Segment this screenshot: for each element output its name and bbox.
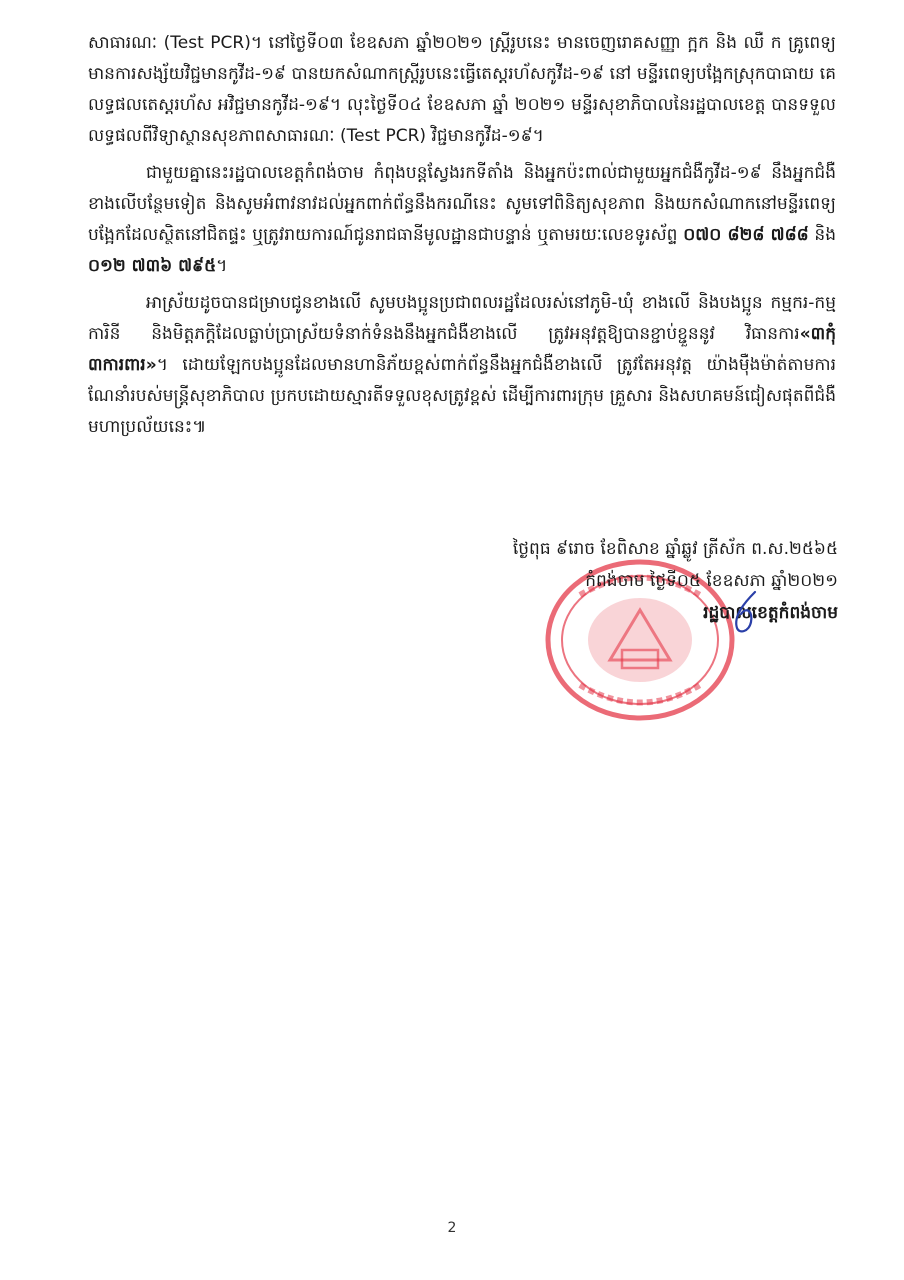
page-number: 2 xyxy=(447,1220,457,1236)
paragraph-text: ជាមួយគ្នានេះរដ្ឋបាលខេត្តកំពង់ចាម កំពុងបន្តស្វែងរកទីតាំង និងអ្នកប៉ះពាល់ជាមួយអ្នកជំងឺកូវីដ-១៩ នឹងអ្នកជំងឺខាងលើបន្ថែមទៀត និងសូមអំពាវនាវដល់អ្នកពាក់ព័ន្ធនឹងករណីនេះ សូមទៅពិនិត្យសុខភាព និងយកសំណាកនៅមន្ទីរពេទ្យបង្អែកដែលស្ថិតនៅជិតផ្ទះ ឬត្រូវរាយការណ៍ជូនរាជធានីមូលដ្ឋានជាបន្ទាន់ ឬតាមរយៈលេខទូរស័ព្ទ xyxy=(88,163,836,245)
paragraph-end: ។ xyxy=(216,256,228,276)
paragraph-contact-tracing xyxy=(88,158,836,282)
paragraph-text: សាធារណៈ (Test PCR)។ នៅថ្ងៃទី០៣ ខែឧសភា ឆ្នាំ២០២១ ស្ត្រីរូបនេះ មានចេញរោគសញ្ញា ក្អក និង ឈឺ ក គ្រូពេទ្យមានការសង្ស័យវិជ្ជមានកូវីដ-១៩ បានយកសំណាកស្ត្រីរូបនេះធ្វើតេស្តរហ័សកូវីដ-១៩ នៅ មន្ទីរពេទ្យបង្អែកស្រុកបាធាយ គេលទ្ធផលតេស្តរហ័ស អវិជ្ជមានកូវីដ-១៩។ លុះថ្ងៃទី០៤ ខែឧសភា ឆ្នាំ ២០២១ មន្ទីរសុខាភិបាលនៃរដ្ឋបាលខេត្ត បានទទួលលទ្ធផលពីវិទ្យាស្ថានសុខភាពសាធារណៈ (Test PCR) វិជ្ជមានកូវីដ-១៩។ xyxy=(88,33,836,146)
paragraph-text: អាស្រ័យដូចបានជម្រាបជូនខាងលើ សូមបងប្អូនប្រជាពលរដ្ឋដែលរស់នៅភូមិ-ឃុំ ខាងលើ និងបងប្អូន កម្មករ-កម្មការិនី និងមិត្តភក្ដិដែលធ្លាប់ប្រាស្រ័យទំនាក់ទំនងនឹងអ្នកជំងឺខាងលើ ត្រូវអនុវត្តឱ្យបានខ្ជាប់ខ្ជួននូវ វិធានការ xyxy=(88,293,836,344)
paragraph-public-advice xyxy=(88,288,836,443)
paragraph-text-rest: ។ ដោយឡែកបងប្អូនដែលមានហានិភ័យខ្ពស់ពាក់ព័ន្ធនឹងអ្នកជំងឺខាងលើ ត្រូវតែអនុវត្ត យ៉ាងម៉ឺងម៉ាត់តាមការណែនាំរបស់មន្ត្រីសុខាភិបាល ប្រកបដោយស្មារតីទទួលខុសត្រូវខ្ពស់ ដើម្បីការពារក្រុម គ្រួសារ និងសហគមន៍ជៀសផុតពីជំងឺមហាប្រល័យនេះ៕ xyxy=(88,355,836,437)
lunar-date: ថ្ងៃពុធ ៩រោច ខែពិសាខ ឆ្នាំឆ្លូវ ត្រីស័ក ព.ស.២៥៦៥ xyxy=(512,539,838,559)
document-body xyxy=(88,28,836,449)
measures-slogan: «៣កុំ ៣ការពារ» xyxy=(88,324,836,375)
phone-number-2: ០១២ ៧៣៦ ៧៩៥ xyxy=(88,256,217,276)
handwritten-signature-icon xyxy=(725,588,765,638)
solar-date: កំពង់ចាម ថ្ងៃទី០៥ ខែឧសភា ឆ្នាំ២០២១ xyxy=(585,571,838,591)
signer-title: រដ្ឋបាលខេត្តកំពង់ចាម xyxy=(703,603,838,623)
paragraph-case-details xyxy=(88,28,836,152)
conjunction-text: និង xyxy=(808,225,836,245)
phone-number-1: ០៧០ ៨២៨ ៧៨៨ xyxy=(683,225,809,245)
date-signature-block xyxy=(513,533,838,629)
